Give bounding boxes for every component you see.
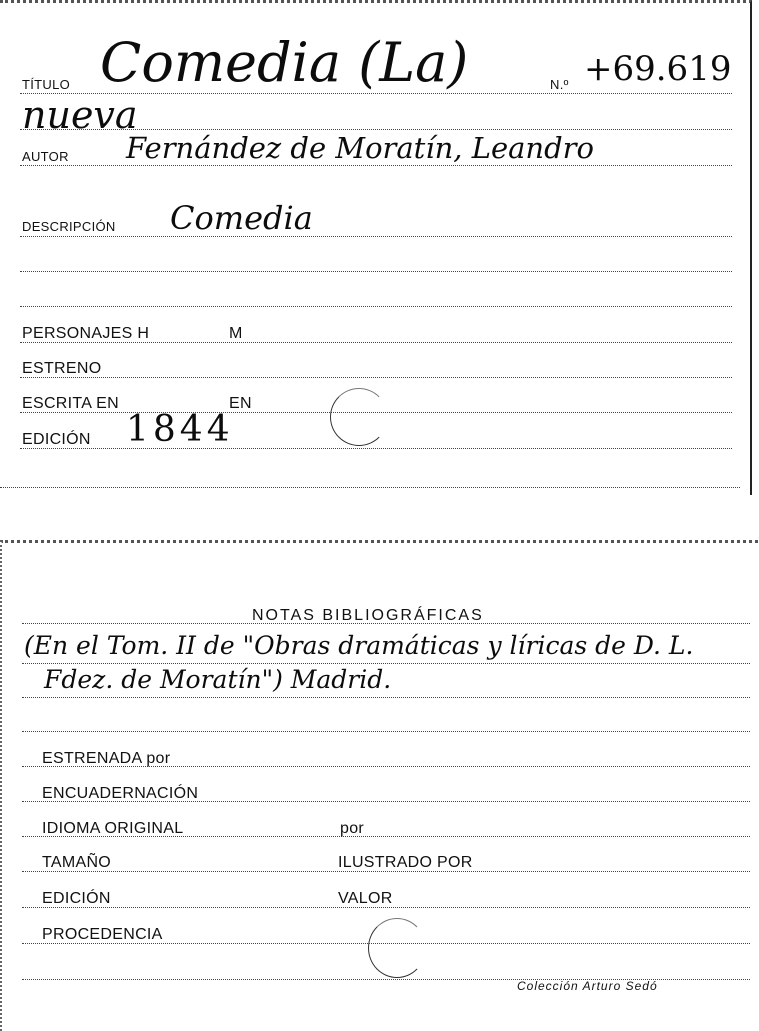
estreno-rule (20, 377, 732, 378)
edicion-label: EDICIÓN (22, 431, 91, 448)
blank-rule (22, 731, 750, 732)
encuadernacion-label: ENCUADERNACIÓN (42, 785, 199, 802)
escrita-en-label: EN (229, 395, 252, 412)
stamp-mark-back (368, 918, 426, 978)
titulo-value-line2: nueva (22, 93, 138, 137)
autor-label: AUTOR (22, 149, 69, 164)
escrita-label: ESCRITA EN (22, 395, 119, 412)
personajes-m-label: M (229, 325, 243, 342)
idioma-por-label: por (340, 820, 365, 837)
edicion-value: 1844 (126, 409, 234, 450)
descripcion-value: Comedia (170, 199, 313, 237)
estrenada-label: ESTRENADA por (42, 750, 171, 767)
autor-value: Fernández de Moratín, Leandro (126, 131, 594, 165)
personajes-label: PERSONAJES H (22, 325, 150, 342)
notas-label: NOTAS BIBLIOGRÁFICAS (252, 607, 484, 624)
blank-rule-1 (20, 271, 732, 272)
titulo-label: TÍTULO (22, 77, 71, 92)
procedencia-label: PROCEDENCIA (42, 926, 163, 943)
tamano-label: TAMAÑO (42, 854, 112, 871)
notas-line2: Fdez. de Moratín") Madrid. (44, 665, 392, 694)
autor-rule (20, 165, 732, 166)
descripcion-rule (20, 236, 732, 237)
titulo-value: Comedia (La) (100, 31, 469, 94)
valor-label: VALOR (338, 890, 393, 907)
descripcion-label: DESCRIPCIÓN (22, 219, 116, 234)
notas-line1-rule (22, 663, 750, 664)
catalog-card-back (0, 540, 758, 1031)
ilustrado-label: ILUSTRADO POR (338, 854, 473, 871)
stamp-mark (330, 388, 388, 446)
catalog-card-front (0, 0, 752, 495)
bottom-rule (0, 487, 740, 488)
edicion-back-label: EDICIÓN (42, 890, 111, 907)
numero-value: +69.619 (584, 49, 732, 89)
coleccion-label: Colección Arturo Sedó (517, 979, 658, 993)
numero-label: N.º (550, 77, 569, 92)
estreno-label: ESTRENO (22, 360, 102, 377)
notas-line1: (En el Tom. II de "Obras dramáticas y líricas de D. L. (24, 631, 694, 660)
notas-line2-rule (22, 697, 750, 698)
blank-rule-2 (20, 306, 732, 307)
idioma-label: IDIOMA ORIGINAL (42, 820, 184, 837)
